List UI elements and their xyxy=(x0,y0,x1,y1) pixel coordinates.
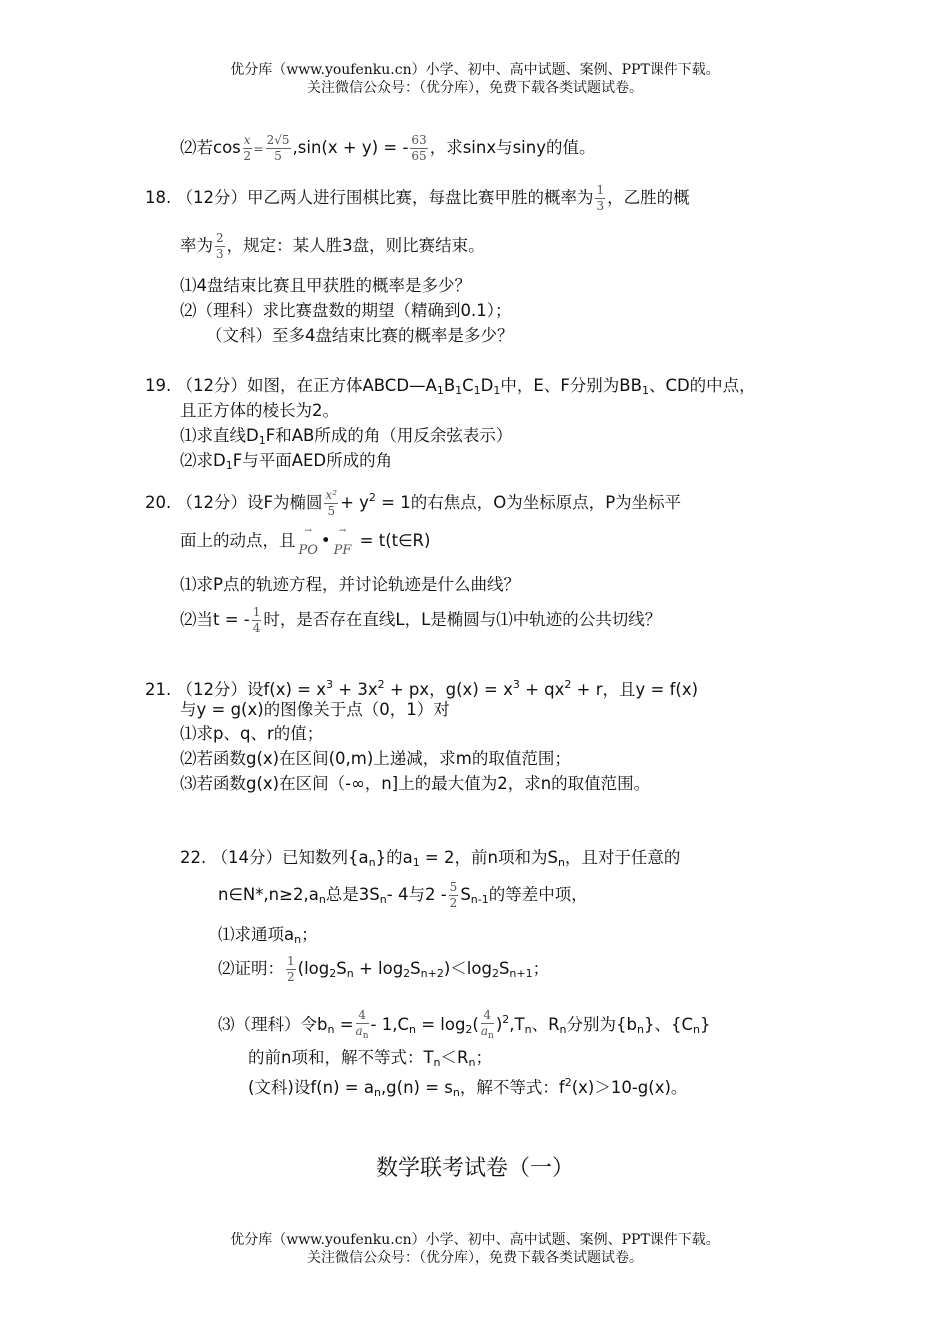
footer-line-1: 优分库（www.youfenku.cn）小学、初中、高中试题、案例、PPT课件下载。 xyxy=(230,1232,720,1248)
vector-po: → PO xyxy=(298,525,318,558)
q20-line-2: 面上的动点，且 → PO • → PF = t(t∈R) xyxy=(180,525,431,558)
q20-line-1: 20. （12分）设F为椭圆 $\frac{\text{x²}}{5}$ + $y^2 = 1$的右焦点，O为坐标原点，P为坐标平 xyxy=(145,488,682,518)
q22-part-2: ⑵证明： $\frac{1}{2}$ $(\log_2S_n + \log_2S_{n+2})<\log_2S_{n+1}$； xyxy=(218,954,550,984)
footer-line-2: 关注微信公众号：（优分库），免费下载各类试题试卷。 xyxy=(307,1250,643,1266)
q19-part-1: ⑴求直线$D_1F$和AB所成的角（用反余弦表示） xyxy=(180,426,513,447)
header-line-1: 优分库（www.youfenku.cn）小学、初中、高中试题、案例、PPT课件下载。 xyxy=(230,62,720,78)
q18-part-1: ⑴4盘结束比赛且甲获胜的概率是多少？ xyxy=(180,276,471,295)
q22-part-3: ⑶（理科）令$b_n$ = $\frac{4}{a_n}$ - $1,C_n = \log_2$( $\frac{4}{a_n}$ )$^2,T_n$、$R_n$分别为$\{b_n\}$、$\{C_n\}$ xyxy=(218,1007,711,1041)
vector-pf: → PF xyxy=(333,525,352,558)
q21-line-1: 21. （12分）设$f(x) = x^3 + 3x^2$ + px，$g(x) = x^3 + qx^2 + r$，且y = f(x) xyxy=(145,678,699,699)
q22-part-3-line-3: (文科)设$f(n) = a_n,g(n) = s_n$，解不等式：$f^2(x)>10-g(x)$。 xyxy=(248,1076,688,1099)
q22-part-3-line-2: 的前n项和，解不等式：$T_n<R_n$； xyxy=(248,1048,492,1069)
q18-line-1: 18. （12分）甲乙两人进行围棋比赛，每盘比赛甲胜的概率为 $\frac{1}{3}$ ，乙胜的概 xyxy=(145,183,690,213)
header-line-2: 关注微信公众号：（优分库），免费下载各类试题试卷。 xyxy=(307,80,643,96)
q19-line-2: 且正方体的棱长为2。 xyxy=(180,401,339,420)
q22-line-1: 22. （14分）已知数列$\{a_n\}$的$a_1 = 2$，前n项和为$S_n$，且对于任意的 xyxy=(180,848,681,869)
q21-line-2: 与y = g(x)的图像关于点（0，1）对 xyxy=(180,700,450,719)
q21-part-1: ⑴求p、q、r的值； xyxy=(180,724,324,743)
q19-line-1: 19. （12分）如图，在正方体$ABCD—A_1B_1C_1D_1$中，E、F分别为$BB_1$、CD的中点， xyxy=(145,376,756,397)
q18-part-2b: （文科）至多4盘结束比赛的概率是多少？ xyxy=(206,326,514,345)
q20-part-1: ⑴求P点的轨迹方程，并讨论轨迹是什么曲线？ xyxy=(180,575,520,594)
q21-part-2: ⑵若函数g(x)在区间(0,m)上递减，求m的取值范围； xyxy=(180,749,571,768)
q18-part-2: ⑵（理科）求比赛盘数的期望（精确到0.1）； xyxy=(180,301,512,320)
q17-part-2: ⑵若cos $\frac{x}{2}$ = $\frac{2√5}{5}$ ,sin(x + y) = - $\frac{63}{65}$ ，求sinx与siny的值。 xyxy=(180,133,596,163)
q22-line-2: $n\in N*,n\ge 2,a_n$总是$3S_n-$ 4与2 - $\frac{5}{2}$ $S_{n-1}$的等差中项， xyxy=(218,880,588,910)
q20-part-2: ⑵当t = - $\frac{1}{4}$ 时，是否存在直线L，L是椭圆与⑴中轨迹的公共切线？ xyxy=(180,605,662,635)
exam-title: 数学联考试卷（一） xyxy=(375,1156,574,1181)
q21-part-3: ⑶若函数g(x)在区间（-∞，n]上的最大值为2，求n的取值范围。 xyxy=(180,774,651,793)
q18-line-2: 率为 $\frac{2}{3}$ ，规定：某人胜3盘，则比赛结束。 xyxy=(180,231,485,261)
q22-part-1: ⑴求通项$a_n$； xyxy=(218,925,318,946)
q19-part-2: ⑵求$D_1F$与平面AED所成的角 xyxy=(180,451,393,472)
